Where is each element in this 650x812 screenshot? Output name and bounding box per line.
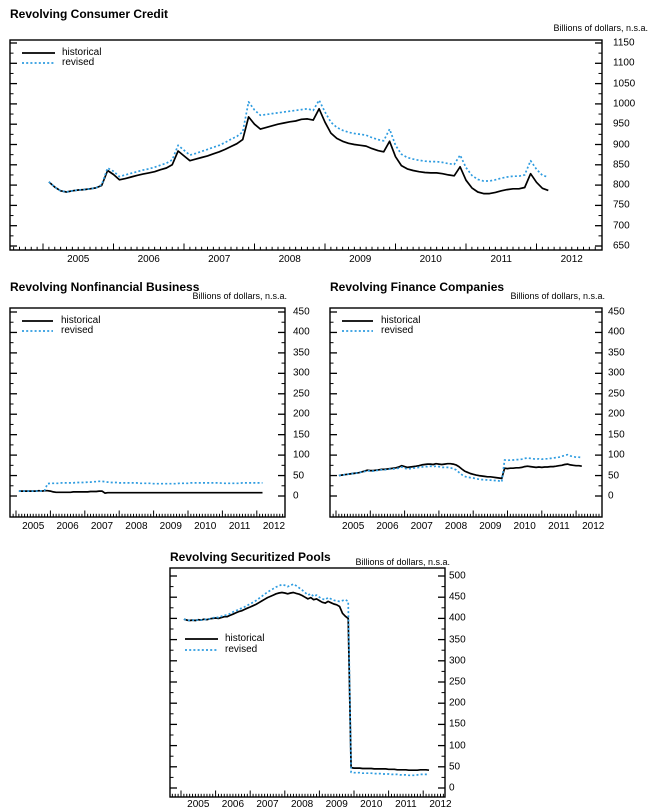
- y-tick-label: 50: [608, 470, 620, 482]
- y-tick-label: 50: [293, 470, 305, 482]
- y-tick-label: 400: [293, 326, 310, 338]
- x-tick-label: 2010: [360, 799, 383, 810]
- legend-label-revised-securitized-pools: revised: [225, 644, 258, 655]
- chart-title-nonfinancial-business: Revolving Nonfinancial Business: [10, 280, 200, 294]
- x-tick-label: 2008: [444, 521, 468, 532]
- y-tick-label: 300: [449, 655, 466, 667]
- y-tick-label: 900: [613, 139, 630, 150]
- y-tick-label: 700: [613, 220, 630, 232]
- y-tick-label: 450: [449, 591, 466, 603]
- y-tick-label: 950: [613, 118, 630, 130]
- y-tick-label: 1000: [613, 98, 636, 110]
- legend-label-historical-securitized-pools: historical: [225, 633, 265, 644]
- y-tick-label: 250: [293, 388, 310, 400]
- chart-plot-3: [170, 568, 445, 797]
- x-tick-label: 2011: [548, 521, 570, 532]
- y-tick-label: 250: [608, 388, 625, 400]
- y-tick-label: 200: [608, 408, 625, 420]
- y-tick-label: 100: [449, 740, 466, 752]
- y-tick-label: 1050: [613, 78, 636, 90]
- y-tick-label: 200: [293, 408, 310, 420]
- y-tick-label: 50: [449, 761, 461, 773]
- x-tick-label: 2010: [419, 254, 442, 265]
- x-tick-label: 2010: [194, 521, 217, 532]
- unit-label-finance-companies: Billions of dollars, n.s.a.: [510, 291, 605, 301]
- y-tick-label: 0: [608, 490, 614, 502]
- x-tick-label: 2012: [262, 521, 286, 532]
- y-tick-label: 400: [449, 612, 466, 624]
- x-tick-label: 2009: [479, 521, 502, 532]
- y-tick-label: 800: [613, 179, 630, 191]
- series-line-revised: [184, 584, 429, 775]
- x-tick-label: 2009: [325, 799, 348, 810]
- series-line-historical: [49, 109, 548, 194]
- x-tick-label: 2007: [208, 254, 231, 265]
- legend-label-revised-finance-companies: revised: [381, 325, 414, 336]
- chart-title-consumer-credit: Revolving Consumer Credit: [10, 7, 169, 21]
- legend-label-revised-consumer-credit: revised: [62, 57, 95, 68]
- x-tick-label: 2008: [125, 521, 148, 532]
- y-tick-label: 250: [449, 676, 466, 688]
- y-tick-label: 750: [613, 199, 630, 211]
- y-tick-label: 450: [608, 306, 625, 318]
- chart-plot-0: [10, 40, 602, 250]
- x-tick-label: 2005: [22, 521, 45, 532]
- x-tick-label: 2007: [410, 521, 433, 532]
- unit-label-securitized-pools: Billions of dollars, n.s.a.: [355, 557, 450, 567]
- y-tick-label: 0: [293, 490, 299, 502]
- y-tick-label: 100: [608, 449, 625, 461]
- y-tick-label: 150: [608, 429, 625, 441]
- y-tick-label: 350: [608, 347, 625, 359]
- y-tick-label: 350: [293, 347, 310, 359]
- x-tick-label: 2008: [290, 799, 314, 810]
- series-line-historical: [184, 593, 429, 771]
- chart-plot-2: [330, 308, 602, 517]
- x-tick-label: 2005: [187, 799, 210, 810]
- chart-plot-1: [10, 308, 285, 517]
- y-tick-label: 300: [608, 367, 625, 379]
- legend-label-revised-nonfinancial-business: revised: [61, 325, 94, 336]
- y-tick-label: 500: [449, 570, 466, 582]
- series-line-historical: [19, 491, 263, 493]
- x-tick-label: 2012: [560, 254, 583, 265]
- x-tick-label: 2005: [67, 254, 90, 265]
- y-tick-label: 300: [293, 367, 310, 379]
- y-tick-label: 1150: [613, 37, 635, 49]
- x-tick-label: 2006: [56, 521, 79, 532]
- y-tick-label: 150: [293, 429, 310, 441]
- x-tick-label: 2011: [490, 254, 513, 265]
- y-tick-label: 0: [449, 782, 455, 794]
- unit-label-nonfinancial-business: Billions of dollars, n.s.a.: [192, 291, 287, 301]
- x-tick-label: 2011: [395, 799, 417, 810]
- y-tick-label: 850: [613, 159, 630, 171]
- x-tick-label: 2005: [342, 521, 365, 532]
- x-tick-label: 2006: [221, 799, 245, 810]
- series-line-revised: [19, 481, 263, 491]
- series-line-historical: [339, 464, 582, 479]
- x-tick-label: 2009: [349, 254, 372, 265]
- legend-label-historical-consumer-credit: historical: [62, 47, 102, 58]
- x-tick-label: 2006: [137, 254, 160, 265]
- y-tick-label: 200: [449, 697, 466, 709]
- y-tick-label: 650: [613, 240, 630, 252]
- chart-title-securitized-pools: Revolving Securitized Pools: [170, 550, 331, 564]
- x-tick-label: 2010: [513, 521, 536, 532]
- x-tick-label: 2007: [256, 799, 279, 810]
- y-tick-label: 150: [449, 718, 466, 730]
- x-tick-label: 2007: [90, 521, 114, 532]
- y-tick-label: 100: [293, 449, 310, 461]
- legend-label-historical-nonfinancial-business: historical: [61, 315, 101, 326]
- x-tick-label: 2006: [376, 521, 399, 532]
- y-tick-label: 350: [449, 634, 466, 646]
- x-tick-label: 2008: [278, 254, 301, 265]
- x-tick-label: 2012: [582, 521, 605, 532]
- x-tick-label: 2011: [228, 521, 251, 532]
- chart-title-finance-companies: Revolving Finance Companies: [330, 280, 505, 294]
- unit-label-consumer-credit: Billions of dollars, n.s.a.: [553, 23, 648, 33]
- y-tick-label: 1100: [613, 57, 635, 69]
- legend-label-historical-finance-companies: historical: [381, 315, 421, 326]
- x-tick-label: 2009: [159, 521, 182, 532]
- y-tick-label: 400: [608, 326, 625, 338]
- y-tick-label: 450: [293, 306, 310, 318]
- x-tick-label: 2012: [429, 799, 452, 810]
